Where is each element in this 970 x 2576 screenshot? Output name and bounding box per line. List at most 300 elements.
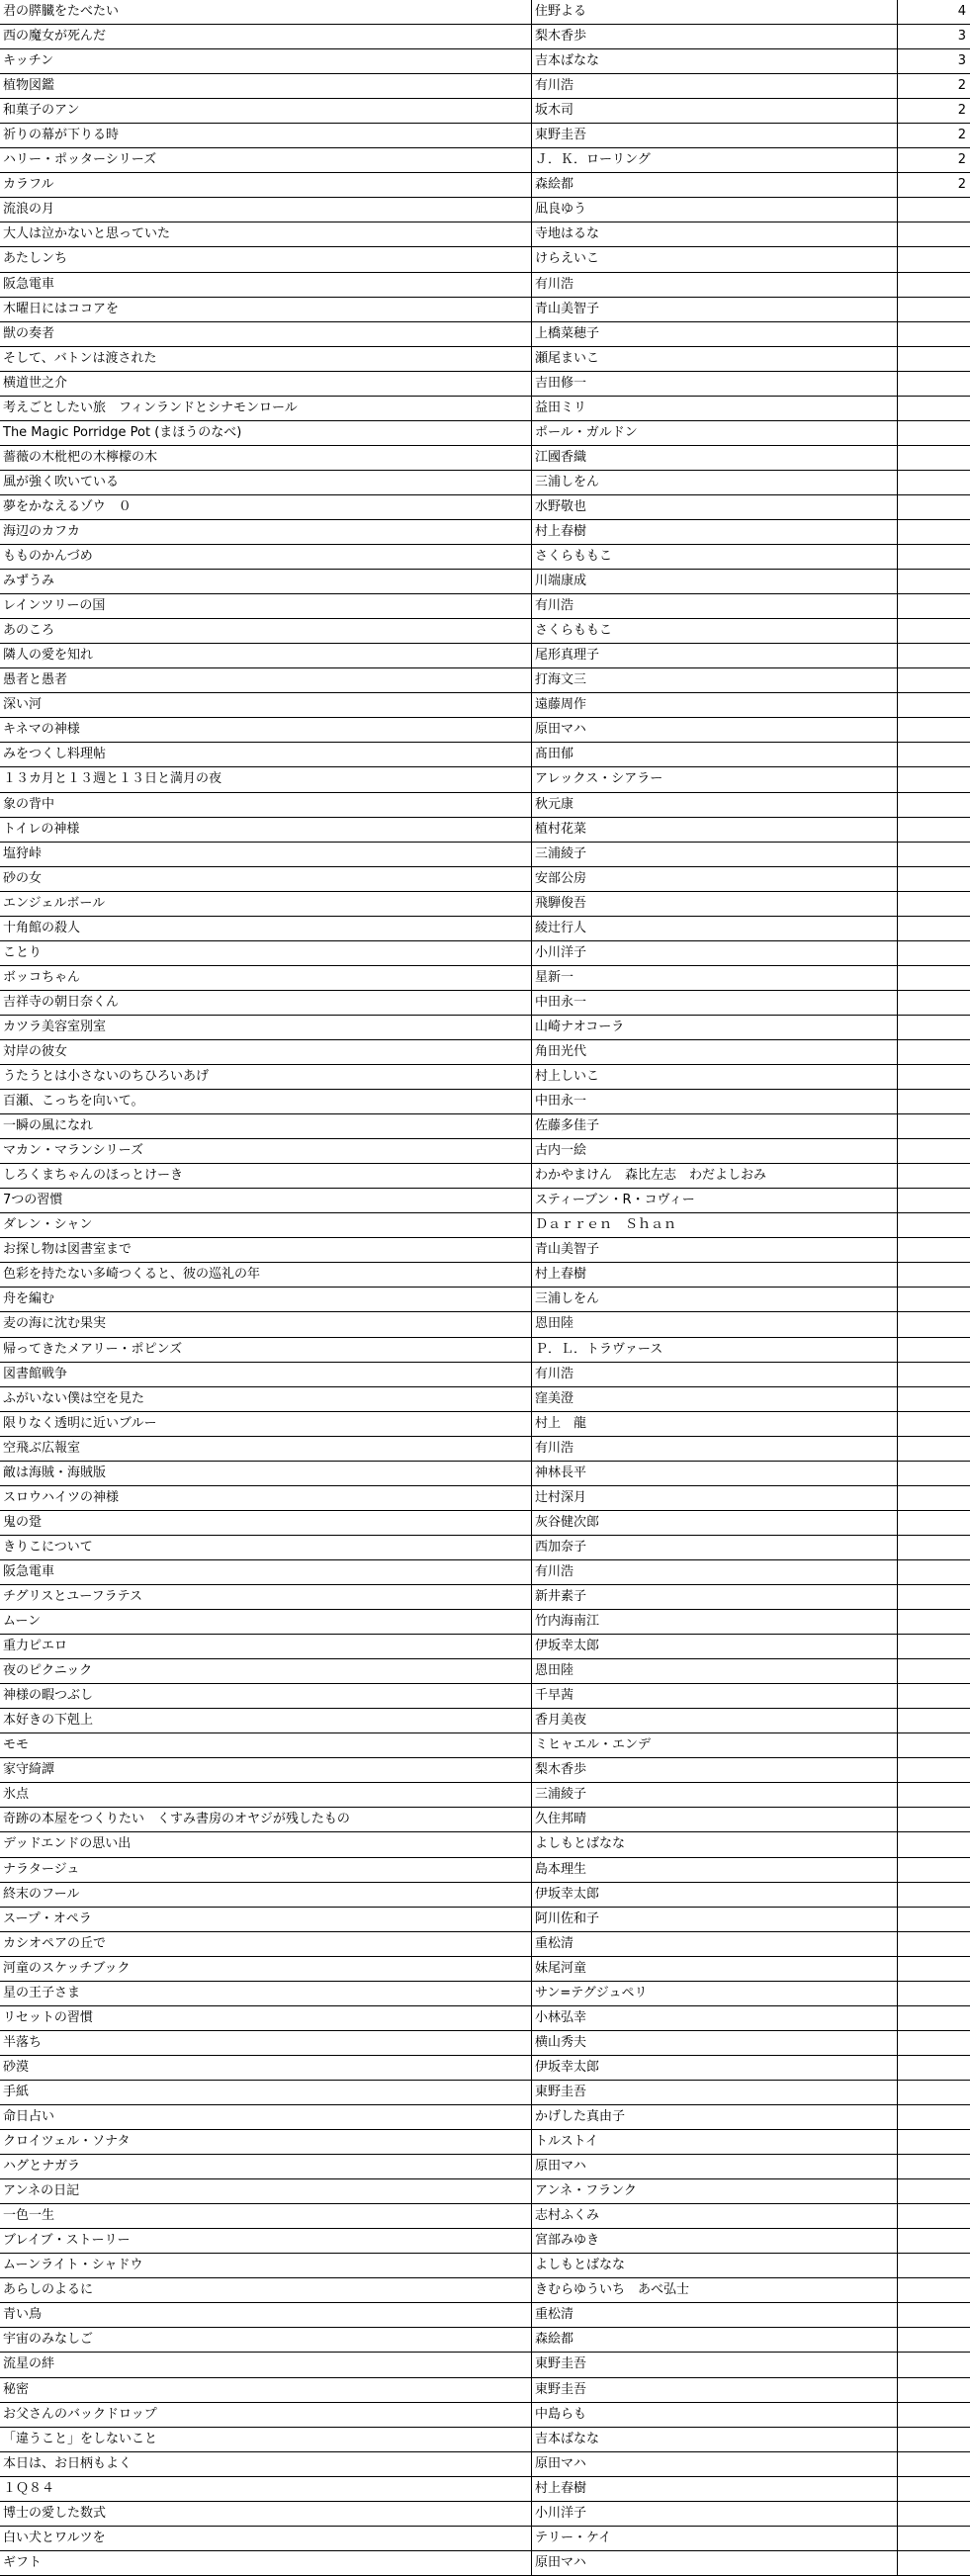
book-title-cell[interactable]: 隣人の愛を知れ: [0, 644, 532, 667]
book-title-cell[interactable]: 西の魔女が死んだ: [0, 25, 532, 48]
author-cell[interactable]: 寺地はるな: [532, 222, 898, 246]
author-cell[interactable]: 新井素子: [532, 1585, 898, 1609]
author-cell[interactable]: 綾辻行人: [532, 917, 898, 940]
author-cell[interactable]: 尾形真理子: [532, 644, 898, 667]
author-cell[interactable]: けらえいこ: [532, 247, 898, 271]
count-cell[interactable]: [898, 2551, 970, 2575]
author-cell[interactable]: 梨木香歩: [532, 1758, 898, 1782]
count-cell[interactable]: 4: [957, 4, 966, 19]
book-title-cell[interactable]: 和菓子のアン: [0, 99, 532, 123]
count-cell[interactable]: [898, 941, 970, 965]
count-cell[interactable]: [898, 718, 970, 742]
author-cell[interactable]: 星新一: [532, 966, 898, 990]
count-cell[interactable]: [898, 495, 970, 519]
book-title-cell[interactable]: 白い犬とワルツを: [0, 2527, 532, 2550]
count-cell[interactable]: [898, 2303, 970, 2327]
count-cell[interactable]: [898, 2105, 970, 2129]
count-cell[interactable]: 2: [957, 78, 966, 94]
count-cell[interactable]: [898, 1486, 970, 1510]
book-title-cell[interactable]: みをつくし料理帖: [0, 743, 532, 766]
count-cell[interactable]: [898, 1659, 970, 1683]
book-title-cell[interactable]: クロイツェル・ソナタ: [0, 2130, 532, 2154]
author-cell[interactable]: Ｐ．Ｌ．トラヴァース: [532, 1338, 898, 1362]
author-cell[interactable]: 小林弘幸: [532, 2006, 898, 2030]
book-title-cell[interactable]: 深い河: [0, 693, 532, 717]
author-cell[interactable]: 東野圭吾: [532, 2353, 898, 2376]
book-title-cell[interactable]: 十角館の殺人: [0, 917, 532, 940]
author-cell[interactable]: 安部公房: [532, 867, 898, 891]
count-cell[interactable]: [898, 1536, 970, 1559]
count-cell[interactable]: [898, 1709, 970, 1732]
author-cell[interactable]: 村上春樹: [532, 520, 898, 544]
count-cell[interactable]: [898, 2229, 970, 2253]
count-cell[interactable]: [898, 446, 970, 470]
count-cell[interactable]: [898, 1412, 970, 1436]
book-title-cell[interactable]: 流星の絆: [0, 2353, 532, 2376]
count-cell[interactable]: [898, 2081, 970, 2104]
author-cell[interactable]: 原田マハ: [532, 718, 898, 742]
book-title-cell[interactable]: マカン・マランシリーズ: [0, 1139, 532, 1163]
book-title-cell[interactable]: しろくまちゃんのほっとけーき: [0, 1164, 532, 1188]
author-cell[interactable]: 青山美智子: [532, 1238, 898, 1262]
author-cell[interactable]: 千早茜: [532, 1684, 898, 1708]
count-cell[interactable]: [898, 594, 970, 618]
count-cell[interactable]: [898, 1387, 970, 1411]
author-cell[interactable]: テリー・ケイ: [532, 2527, 898, 2550]
author-cell[interactable]: 宮部みゆき: [532, 2229, 898, 2253]
count-cell[interactable]: [898, 247, 970, 271]
count-cell[interactable]: [898, 991, 970, 1015]
count-cell[interactable]: [898, 2254, 970, 2277]
author-cell[interactable]: よしもとばなな: [532, 2254, 898, 2277]
book-title-cell[interactable]: 薔薇の木枇杷の木檸檬の木: [0, 446, 532, 470]
author-cell[interactable]: よしもとばなな: [532, 1832, 898, 1856]
book-title-cell[interactable]: ダレン・シャン: [0, 1213, 532, 1237]
book-title-cell[interactable]: 舟を編む: [0, 1288, 532, 1311]
count-cell[interactable]: [898, 2328, 970, 2352]
book-title-cell[interactable]: 獣の奏者: [0, 322, 532, 346]
book-title-cell[interactable]: うたうとは小さないのちひろいあげ: [0, 1065, 532, 1089]
count-cell[interactable]: [898, 2353, 970, 2376]
book-title-cell[interactable]: 秘密: [0, 2378, 532, 2402]
book-title-cell[interactable]: 砂の女: [0, 867, 532, 891]
author-cell[interactable]: 坂木司: [532, 99, 898, 123]
count-cell[interactable]: [898, 1832, 970, 1856]
author-cell[interactable]: 東野圭吾: [532, 2378, 898, 2402]
book-title-cell[interactable]: 帰ってきたメアリー・ポピンズ: [0, 1338, 532, 1362]
book-title-cell[interactable]: The Magic Porridge Pot (まほうのなべ): [0, 421, 532, 445]
author-cell[interactable]: Ｊ．Ｋ．ローリング: [532, 148, 898, 172]
author-cell[interactable]: 三浦しをん: [532, 1288, 898, 1311]
book-title-cell[interactable]: 対岸の彼女: [0, 1040, 532, 1064]
book-title-cell[interactable]: 氷点: [0, 1783, 532, 1807]
book-title-cell[interactable]: 一瞬の風になれ: [0, 1114, 532, 1138]
count-cell[interactable]: [898, 1189, 970, 1212]
author-cell[interactable]: 植村花菜: [532, 818, 898, 842]
author-cell[interactable]: 三浦綾子: [532, 843, 898, 866]
count-cell[interactable]: 2: [957, 177, 966, 193]
count-cell[interactable]: [898, 1808, 970, 1831]
count-cell[interactable]: [898, 892, 970, 916]
count-cell[interactable]: [898, 2006, 970, 2030]
author-cell[interactable]: ミヒャエル・エンデ: [532, 1733, 898, 1757]
count-cell[interactable]: [898, 1090, 970, 1113]
author-cell[interactable]: 原田マハ: [532, 2551, 898, 2575]
author-cell[interactable]: 江國香織: [532, 446, 898, 470]
count-cell[interactable]: [898, 1684, 970, 1708]
count-cell[interactable]: [898, 1932, 970, 1956]
book-title-cell[interactable]: ハリー・ポッターシリーズ: [0, 148, 532, 172]
book-title-cell[interactable]: 空飛ぶ広報室: [0, 1437, 532, 1461]
count-cell[interactable]: [898, 322, 970, 346]
book-title-cell[interactable]: 博士の愛した数式: [0, 2502, 532, 2526]
book-title-cell[interactable]: もものかんづめ: [0, 545, 532, 569]
author-cell[interactable]: 恩田陸: [532, 1659, 898, 1683]
author-cell[interactable]: 佐藤多佳子: [532, 1114, 898, 1138]
count-cell[interactable]: [898, 619, 970, 643]
book-title-cell[interactable]: 祈りの幕が下りる時: [0, 124, 532, 147]
count-cell[interactable]: [898, 1312, 970, 1336]
author-cell[interactable]: 香月美夜: [532, 1709, 898, 1732]
author-cell[interactable]: 秋元康: [532, 793, 898, 817]
book-title-cell[interactable]: 神様の暇つぶし: [0, 1684, 532, 1708]
count-cell[interactable]: [898, 867, 970, 891]
book-title-cell[interactable]: あのころ: [0, 619, 532, 643]
book-title-cell[interactable]: 塩狩峠: [0, 843, 532, 866]
author-cell[interactable]: わかやまけん 森比左志 わだよしおみ: [532, 1164, 898, 1188]
book-title-cell[interactable]: デッドエンドの思い出: [0, 1832, 532, 1856]
book-title-cell[interactable]: ハグとナガラ: [0, 2155, 532, 2178]
author-cell[interactable]: 竹内海南江: [532, 1610, 898, 1634]
book-title-cell[interactable]: 本日は、お日柄もよく: [0, 2452, 532, 2476]
count-cell[interactable]: [898, 1783, 970, 1807]
author-cell[interactable]: 打海文三: [532, 668, 898, 692]
count-cell[interactable]: [898, 818, 970, 842]
book-title-cell[interactable]: 大人は泣かないと思っていた: [0, 222, 532, 246]
count-cell[interactable]: [898, 2031, 970, 2055]
author-cell[interactable]: 辻村深月: [532, 1486, 898, 1510]
book-title-cell[interactable]: スロウハイツの神様: [0, 1486, 532, 1510]
author-cell[interactable]: 青山美智子: [532, 298, 898, 321]
count-cell[interactable]: 2: [957, 152, 966, 168]
count-cell[interactable]: 2: [957, 128, 966, 143]
book-title-cell[interactable]: 色彩を持たない多崎つくると、彼の巡礼の年: [0, 1263, 532, 1287]
author-cell[interactable]: 神林長平: [532, 1462, 898, 1485]
book-title-cell[interactable]: 鬼の跫: [0, 1511, 532, 1535]
book-title-cell[interactable]: 夜のピクニック: [0, 1659, 532, 1683]
author-cell[interactable]: さくらももこ: [532, 545, 898, 569]
count-cell[interactable]: [898, 1610, 970, 1634]
book-title-cell[interactable]: ギフト: [0, 2551, 532, 2575]
author-cell[interactable]: 上橋菜穂子: [532, 322, 898, 346]
book-title-cell[interactable]: そして、バトンは渡された: [0, 347, 532, 371]
count-cell[interactable]: [898, 2155, 970, 2178]
book-title-cell[interactable]: 夢をかなえるゾウ ０: [0, 495, 532, 519]
author-cell[interactable]: ポール・ガルドン: [532, 421, 898, 445]
book-title-cell[interactable]: キッチン: [0, 49, 532, 73]
book-title-cell[interactable]: ボッコちゃん: [0, 966, 532, 990]
author-cell[interactable]: 妹尾河童: [532, 1957, 898, 1981]
author-cell[interactable]: 三浦しをん: [532, 471, 898, 494]
book-title-cell[interactable]: ブレイブ・ストーリー: [0, 2229, 532, 2253]
count-cell[interactable]: [898, 1982, 970, 2005]
count-cell[interactable]: [898, 1040, 970, 1064]
book-title-cell[interactable]: 君の膵臓をたべたい: [0, 0, 532, 24]
book-title-cell[interactable]: あらしのよるに: [0, 2278, 532, 2302]
author-cell[interactable]: 吉田修一: [532, 372, 898, 396]
book-title-cell[interactable]: お父さんのバックドロップ: [0, 2403, 532, 2427]
author-cell[interactable]: 梨木香歩: [532, 25, 898, 48]
book-title-cell[interactable]: 阪急電車: [0, 1560, 532, 1584]
count-cell[interactable]: [898, 2179, 970, 2203]
author-cell[interactable]: 原田マハ: [532, 2452, 898, 2476]
book-title-cell[interactable]: レインツリーの国: [0, 594, 532, 618]
book-title-cell[interactable]: 敵は海賊・海賊版: [0, 1462, 532, 1485]
author-cell[interactable]: 灰谷健次郎: [532, 1511, 898, 1535]
author-cell[interactable]: 森絵都: [532, 173, 898, 197]
count-cell[interactable]: [898, 1957, 970, 1981]
book-title-cell[interactable]: カラフル: [0, 173, 532, 197]
count-cell[interactable]: 3: [957, 53, 966, 69]
author-cell[interactable]: 横山秀夫: [532, 2031, 898, 2055]
book-title-cell[interactable]: ムーン: [0, 1610, 532, 1634]
count-cell[interactable]: [898, 1908, 970, 1931]
count-cell[interactable]: [898, 1437, 970, 1461]
book-title-cell[interactable]: カシオペアの丘で: [0, 1932, 532, 1956]
author-cell[interactable]: 角田光代: [532, 1040, 898, 1064]
count-cell[interactable]: [898, 545, 970, 569]
count-cell[interactable]: [898, 1139, 970, 1163]
book-title-cell[interactable]: ナラタージュ: [0, 1858, 532, 1882]
count-cell[interactable]: [898, 1114, 970, 1138]
author-cell[interactable]: 東野圭吾: [532, 2081, 898, 2104]
author-cell[interactable]: スティーブン・R・コヴィー: [532, 1189, 898, 1212]
book-title-cell[interactable]: 木曜日にはココアを: [0, 298, 532, 321]
book-title-cell[interactable]: アンネの日記: [0, 2179, 532, 2203]
count-cell[interactable]: [898, 668, 970, 692]
author-cell[interactable]: 益田ミリ: [532, 397, 898, 420]
author-cell[interactable]: 重松清: [532, 1932, 898, 1956]
count-cell[interactable]: [898, 966, 970, 990]
author-cell[interactable]: 志村ふくみ: [532, 2204, 898, 2228]
count-cell[interactable]: [898, 347, 970, 371]
book-title-cell[interactable]: 宇宙のみなしご: [0, 2328, 532, 2352]
book-title-cell[interactable]: 横道世之介: [0, 372, 532, 396]
book-title-cell[interactable]: 重力ピエロ: [0, 1635, 532, 1658]
count-cell[interactable]: [898, 2130, 970, 2154]
author-cell[interactable]: Ｄａｒｒｅｎ Ｓｈａｎ: [532, 1213, 898, 1237]
author-cell[interactable]: 川端康成: [532, 570, 898, 593]
author-cell[interactable]: 西加奈子: [532, 1536, 898, 1559]
count-cell[interactable]: [898, 1164, 970, 1188]
count-cell[interactable]: [898, 1238, 970, 1262]
author-cell[interactable]: 伊坂幸太郎: [532, 1635, 898, 1658]
book-title-cell[interactable]: 砂漠: [0, 2056, 532, 2080]
count-cell[interactable]: [898, 2428, 970, 2451]
count-cell[interactable]: [898, 2204, 970, 2228]
book-title-cell[interactable]: 命日占い: [0, 2105, 532, 2129]
book-title-cell[interactable]: 奇跡の本屋をつくりたい くすみ書房のオヤジが残したもの: [0, 1808, 532, 1831]
count-cell[interactable]: [898, 298, 970, 321]
count-cell[interactable]: [898, 1635, 970, 1658]
author-cell[interactable]: サン=テグジュペリ: [532, 1982, 898, 2005]
author-cell[interactable]: 有川浩: [532, 273, 898, 297]
count-cell[interactable]: [898, 198, 970, 222]
book-title-cell[interactable]: ことり: [0, 941, 532, 965]
author-cell[interactable]: 伊坂幸太郎: [532, 2056, 898, 2080]
book-title-cell[interactable]: 半落ち: [0, 2031, 532, 2055]
count-cell[interactable]: [898, 397, 970, 420]
book-title-cell[interactable]: 吉祥寺の朝日奈くん: [0, 991, 532, 1015]
author-cell[interactable]: きむらゆういち あべ弘士: [532, 2278, 898, 2302]
count-cell[interactable]: [898, 1213, 970, 1237]
author-cell[interactable]: さくらももこ: [532, 619, 898, 643]
count-cell[interactable]: [898, 1288, 970, 1311]
count-cell[interactable]: [898, 273, 970, 297]
book-title-cell[interactable]: スープ・オペラ: [0, 1908, 532, 1931]
author-cell[interactable]: 山崎ナオコーラ: [532, 1016, 898, 1039]
author-cell[interactable]: 重松清: [532, 2303, 898, 2327]
author-cell[interactable]: 中島らも: [532, 2403, 898, 2427]
count-cell[interactable]: [898, 743, 970, 766]
count-cell[interactable]: [898, 1585, 970, 1609]
author-cell[interactable]: 古内一絵: [532, 1139, 898, 1163]
author-cell[interactable]: 村上 龍: [532, 1412, 898, 1436]
book-title-cell[interactable]: 手紙: [0, 2081, 532, 2104]
author-cell[interactable]: 小川洋子: [532, 941, 898, 965]
count-cell[interactable]: [898, 1883, 970, 1907]
author-cell[interactable]: 住野よる: [532, 0, 898, 24]
author-cell[interactable]: 原田マハ: [532, 2155, 898, 2178]
book-title-cell[interactable]: 7つの習慣: [0, 1189, 532, 1212]
count-cell[interactable]: [898, 1016, 970, 1039]
count-cell[interactable]: [898, 1560, 970, 1584]
count-cell[interactable]: 3: [957, 29, 966, 44]
author-cell[interactable]: 中田永一: [532, 991, 898, 1015]
book-title-cell[interactable]: 「違うこと」をしないこと: [0, 2428, 532, 2451]
book-title-cell[interactable]: モモ: [0, 1733, 532, 1757]
author-cell[interactable]: 村上春樹: [532, 2477, 898, 2501]
count-cell[interactable]: [898, 2527, 970, 2550]
book-title-cell[interactable]: リセットの習慣: [0, 2006, 532, 2030]
count-cell[interactable]: [898, 1338, 970, 1362]
author-cell[interactable]: 有川浩: [532, 1560, 898, 1584]
count-cell[interactable]: [898, 917, 970, 940]
book-title-cell[interactable]: 青い鳥: [0, 2303, 532, 2327]
book-title-cell[interactable]: 植物図鑑: [0, 74, 532, 98]
count-cell[interactable]: [898, 570, 970, 593]
author-cell[interactable]: 水野敬也: [532, 495, 898, 519]
author-cell[interactable]: 瀬尾まいこ: [532, 347, 898, 371]
count-cell[interactable]: [898, 222, 970, 246]
book-title-cell[interactable]: １Ｑ８４: [0, 2477, 532, 2501]
book-title-cell[interactable]: 星の王子さま: [0, 1982, 532, 2005]
count-cell[interactable]: [898, 2403, 970, 2427]
book-title-cell[interactable]: 海辺のカフカ: [0, 520, 532, 544]
book-title-cell[interactable]: チグリスとユーフラテス: [0, 1585, 532, 1609]
author-cell[interactable]: 有川浩: [532, 1437, 898, 1461]
count-cell[interactable]: [898, 372, 970, 396]
count-cell[interactable]: [898, 520, 970, 544]
author-cell[interactable]: 有川浩: [532, 74, 898, 98]
author-cell[interactable]: 村上しいこ: [532, 1065, 898, 1089]
book-title-cell[interactable]: １３カ月と１３週と１３日と満月の夜: [0, 767, 532, 791]
author-cell[interactable]: 東野圭吾: [532, 124, 898, 147]
author-cell[interactable]: 凪良ゆう: [532, 198, 898, 222]
book-title-cell[interactable]: 限りなく透明に近いブルー: [0, 1412, 532, 1436]
book-title-cell[interactable]: 阪急電車: [0, 273, 532, 297]
count-cell[interactable]: [898, 767, 970, 791]
book-title-cell[interactable]: エンジェルボール: [0, 892, 532, 916]
book-title-cell[interactable]: 百瀬、こっちを向いて。: [0, 1090, 532, 1113]
book-title-cell[interactable]: カツラ美容室別室: [0, 1016, 532, 1039]
book-title-cell[interactable]: あたしンち: [0, 247, 532, 271]
count-cell[interactable]: [898, 1758, 970, 1782]
author-cell[interactable]: 恩田陸: [532, 1312, 898, 1336]
count-cell[interactable]: [898, 2378, 970, 2402]
book-title-cell[interactable]: 愚者と愚者: [0, 668, 532, 692]
book-title-cell[interactable]: 終末のフール: [0, 1883, 532, 1907]
count-cell[interactable]: [898, 793, 970, 817]
count-cell[interactable]: 2: [957, 103, 966, 119]
author-cell[interactable]: アレックス・シアラー: [532, 767, 898, 791]
book-title-cell[interactable]: 流浪の月: [0, 198, 532, 222]
author-cell[interactable]: 小川洋子: [532, 2502, 898, 2526]
author-cell[interactable]: 吉本ばなな: [532, 49, 898, 73]
count-cell[interactable]: [898, 843, 970, 866]
count-cell[interactable]: [898, 1858, 970, 1882]
book-title-cell[interactable]: ふがいない僕は空を見た: [0, 1387, 532, 1411]
book-title-cell[interactable]: 風が強く吹いている: [0, 471, 532, 494]
book-title-cell[interactable]: 象の背中: [0, 793, 532, 817]
book-title-cell[interactable]: 河童のスケッチブック: [0, 1957, 532, 1981]
author-cell[interactable]: 島本理生: [532, 1858, 898, 1882]
book-title-cell[interactable]: 麦の海に沈む果実: [0, 1312, 532, 1336]
book-title-cell[interactable]: キネマの神様: [0, 718, 532, 742]
book-title-cell[interactable]: 考えごとしたい旅 フィンランドとシナモンロール: [0, 397, 532, 420]
author-cell[interactable]: 森絵都: [532, 2328, 898, 2352]
count-cell[interactable]: [898, 2056, 970, 2080]
count-cell[interactable]: [898, 1065, 970, 1089]
book-title-cell[interactable]: ムーンライト・シャドウ: [0, 2254, 532, 2277]
author-cell[interactable]: 伊坂幸太郎: [532, 1883, 898, 1907]
author-cell[interactable]: トルストイ: [532, 2130, 898, 2154]
author-cell[interactable]: 窪美澄: [532, 1387, 898, 1411]
book-title-cell[interactable]: 家守綺譚: [0, 1758, 532, 1782]
count-cell[interactable]: [898, 471, 970, 494]
count-cell[interactable]: [898, 1263, 970, 1287]
author-cell[interactable]: 久住邦晴: [532, 1808, 898, 1831]
count-cell[interactable]: [898, 2477, 970, 2501]
count-cell[interactable]: [898, 1363, 970, 1386]
book-title-cell[interactable]: お探し物は図書室まで: [0, 1238, 532, 1262]
book-title-cell[interactable]: 図書館戦争: [0, 1363, 532, 1386]
book-title-cell[interactable]: みずうみ: [0, 570, 532, 593]
author-cell[interactable]: 有川浩: [532, 1363, 898, 1386]
author-cell[interactable]: 髙田郁: [532, 743, 898, 766]
author-cell[interactable]: 阿川佐和子: [532, 1908, 898, 1931]
count-cell[interactable]: [898, 421, 970, 445]
book-title-cell[interactable]: 本好きの下剋上: [0, 1709, 532, 1732]
author-cell[interactable]: 三浦綾子: [532, 1783, 898, 1807]
count-cell[interactable]: [898, 1511, 970, 1535]
count-cell[interactable]: [898, 2502, 970, 2526]
count-cell[interactable]: [898, 693, 970, 717]
author-cell[interactable]: 飛騨俊吾: [532, 892, 898, 916]
author-cell[interactable]: 中田永一: [532, 1090, 898, 1113]
author-cell[interactable]: かげした真由子: [532, 2105, 898, 2129]
author-cell[interactable]: 遠藤周作: [532, 693, 898, 717]
